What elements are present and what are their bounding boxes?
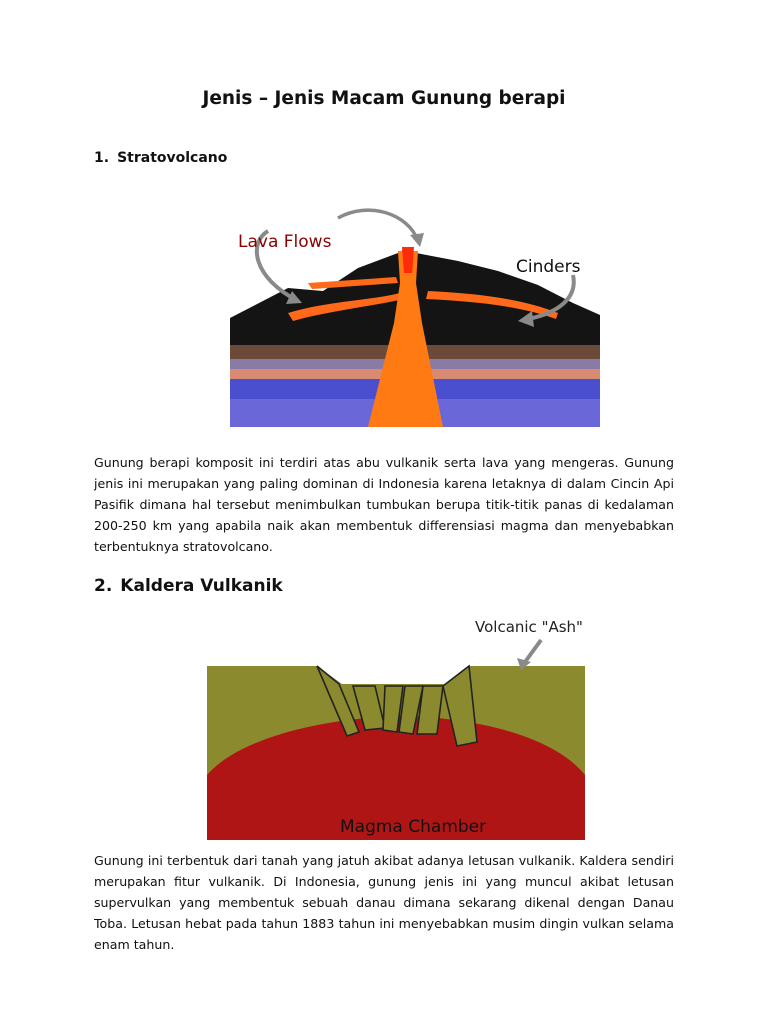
section-heading-text: Kaldera Vulkanik bbox=[120, 576, 283, 596]
crater-vent bbox=[402, 247, 414, 273]
section-heading-stratovolcano bbox=[94, 150, 227, 166]
caldera-diagram bbox=[207, 610, 585, 840]
section-heading-kaldera bbox=[94, 576, 283, 596]
label-lava-flows: Lava Flows bbox=[238, 232, 332, 252]
section-number: 2. bbox=[94, 576, 113, 596]
section-number: 1. bbox=[94, 150, 110, 166]
paragraph-stratovolcano: Gunung berapi komposit ini terdiri atas abu vulkanik serta lava yang mengeras. Gunung jenis ini merupakan yang paling dominan di Indonesia karena letaknya di dalam Cincin Api Pasifik dimana hal tersebut menimbulkan tumbukan berupa titik-titik panas di kedalaman 200-250 km yang apabila naik akan membentuk differensiasi magma dan menyebabkan terbentuknya stratovolcano. bbox=[94, 455, 674, 554]
label-magma-chamber: Magma Chamber bbox=[340, 817, 487, 837]
label-volcanic-ash: Volcanic "Ash" bbox=[475, 618, 583, 636]
section-heading-text: Stratovolcano bbox=[117, 150, 228, 166]
label-cinders: Cinders bbox=[516, 257, 581, 277]
document-title: Jenis – Jenis Macam Gunung berapi bbox=[202, 88, 566, 109]
paragraph-kaldera: Gunung ini terbentuk dari tanah yang jatuh akibat adanya letusan vulkanik. Kaldera sendiri merupakan fitur vulkanik. Di Indonesia, gunung jenis ini yang muncul akibat letusan supervulkan yang membentuk sebuah danau dimana sekarang dikenal dengan Danau Toba. Letusan hebat pada tahun 1883 tahun ini menyebabkan musim dingin vulkan selama enam tahun. bbox=[94, 853, 674, 952]
stratovolcano-diagram bbox=[228, 173, 602, 428]
